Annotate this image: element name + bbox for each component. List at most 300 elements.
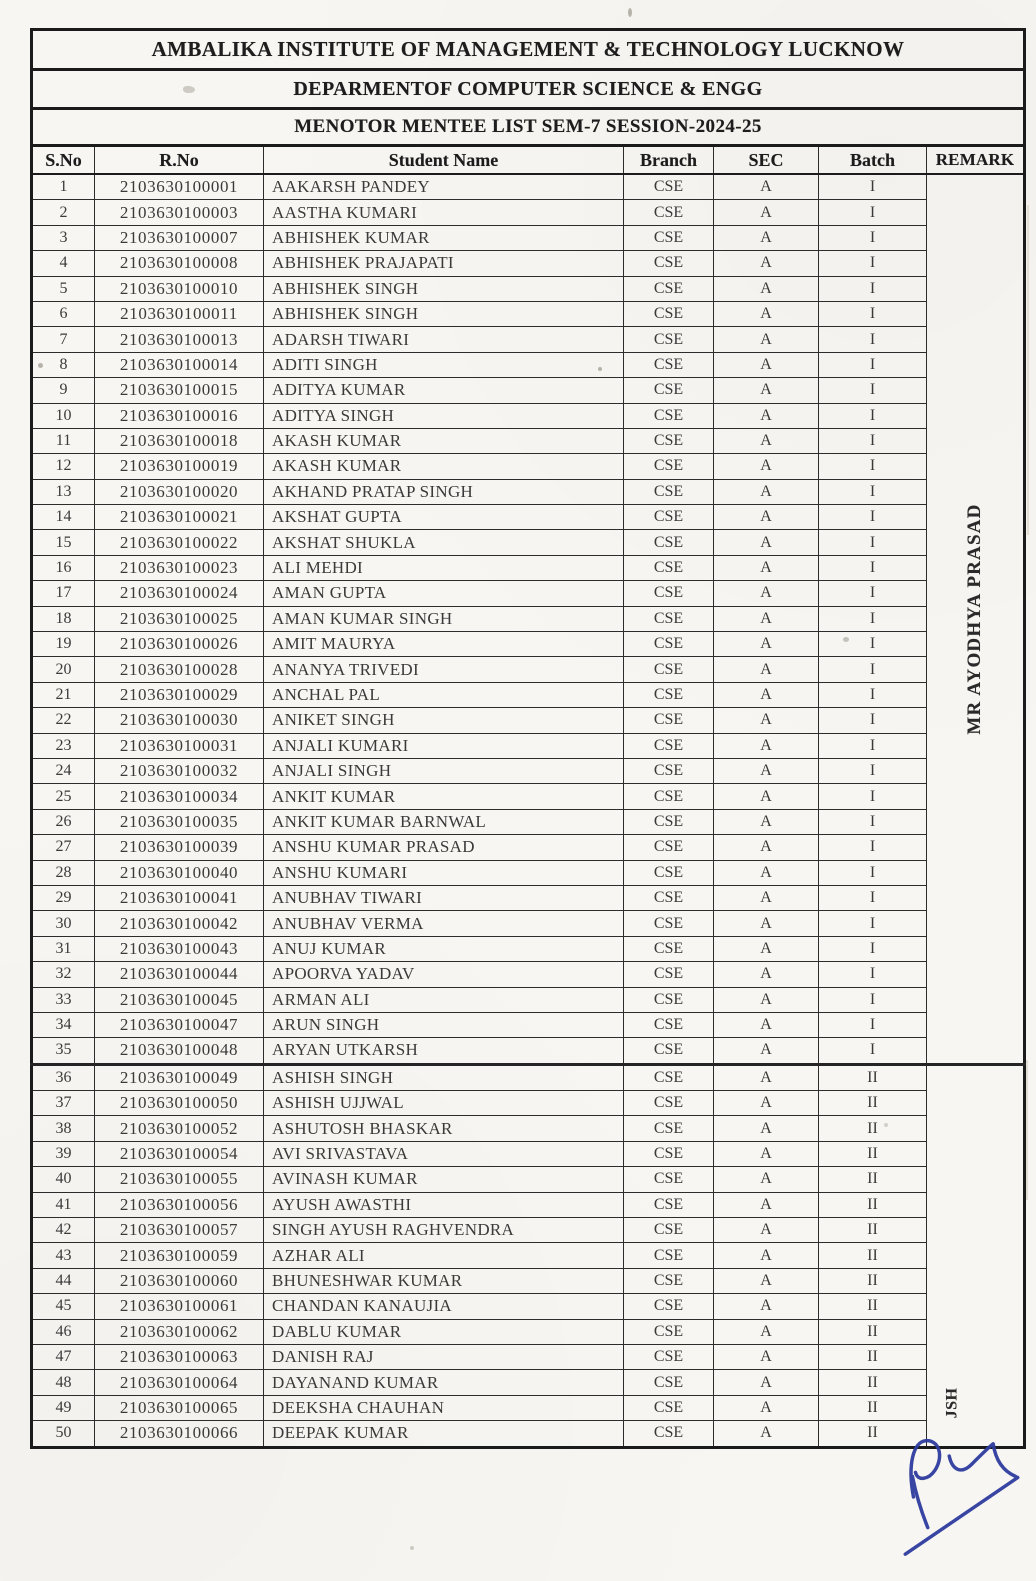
cell-batch: I <box>819 1012 927 1037</box>
cell-branch: CSE <box>624 758 714 783</box>
cell-branch: CSE <box>624 1012 714 1037</box>
cell-sec: A <box>714 962 819 987</box>
table-row <box>32 403 1025 428</box>
cell-rno: 2103630100061 <box>95 1294 264 1319</box>
cell-sno: 15 <box>32 530 95 555</box>
cell-rno: 2103630100056 <box>95 1192 264 1217</box>
cell-sec: A <box>714 835 819 860</box>
cell-student-name: ANKIT KUMAR BARNWAL <box>264 809 624 834</box>
cell-batch: I <box>819 327 927 352</box>
cell-sno: 28 <box>32 860 95 885</box>
cell-branch: CSE <box>624 708 714 733</box>
col-header-name: Student Name <box>264 146 624 175</box>
cell-student-name: ADITI SINGH <box>264 352 624 377</box>
cell-student-name: AMIT MAURYA <box>264 632 624 657</box>
cell-batch: II <box>819 1218 927 1243</box>
scan-artifact <box>410 1546 414 1550</box>
cell-sec: A <box>714 301 819 326</box>
cell-student-name: ANIKET SINGH <box>264 708 624 733</box>
cell-batch: I <box>819 733 927 758</box>
cell-sno: 26 <box>32 809 95 834</box>
table-row <box>32 174 1025 200</box>
cell-sno: 1 <box>32 174 95 200</box>
cell-branch: CSE <box>624 555 714 580</box>
cell-student-name: AMAN GUPTA <box>264 581 624 606</box>
cell-branch: CSE <box>624 403 714 428</box>
cell-batch: II <box>819 1141 927 1166</box>
cell-rno: 2103630100026 <box>95 632 264 657</box>
table-row <box>32 428 1025 453</box>
cell-rno: 2103630100064 <box>95 1370 264 1395</box>
cell-rno: 2103630100042 <box>95 911 264 936</box>
cell-student-name: ANJALI KUMARI <box>264 733 624 758</box>
col-header-batch: Batch <box>819 146 927 175</box>
cell-sno: 13 <box>32 479 95 504</box>
cell-student-name: BHUNESHWAR KUMAR <box>264 1268 624 1293</box>
cell-sec: A <box>714 758 819 783</box>
cell-rno: 2103630100001 <box>95 174 264 200</box>
cell-sec: A <box>714 1167 819 1192</box>
cell-batch: II <box>819 1395 927 1420</box>
cell-batch: I <box>819 987 927 1012</box>
cell-sno: 43 <box>32 1243 95 1268</box>
cell-branch: CSE <box>624 936 714 961</box>
scan-artifact <box>183 86 195 93</box>
cell-rno: 2103630100065 <box>95 1395 264 1420</box>
cell-rno: 2103630100059 <box>95 1243 264 1268</box>
cell-sno: 17 <box>32 581 95 606</box>
cell-branch: CSE <box>624 1294 714 1319</box>
cell-sno: 44 <box>32 1268 95 1293</box>
cell-rno: 2103630100034 <box>95 784 264 809</box>
cell-branch: CSE <box>624 251 714 276</box>
cell-batch: I <box>819 352 927 377</box>
table-row <box>32 1421 1025 1447</box>
table-row <box>32 225 1025 250</box>
cell-sno: 49 <box>32 1395 95 1420</box>
cell-branch: CSE <box>624 657 714 682</box>
cell-sno: 29 <box>32 885 95 910</box>
cell-student-name: DABLU KUMAR <box>264 1319 624 1344</box>
cell-rno: 2103630100025 <box>95 606 264 631</box>
cell-student-name: ANCHAL PAL <box>264 682 624 707</box>
cell-sec: A <box>714 936 819 961</box>
cell-batch: II <box>819 1167 927 1192</box>
department-title: DEPARMENTOF COMPUTER SCIENCE & ENGG <box>32 70 1025 109</box>
cell-branch: CSE <box>624 911 714 936</box>
cell-student-name: ADARSH TIWARI <box>264 327 624 352</box>
table-row <box>32 860 1025 885</box>
table-row <box>32 682 1025 707</box>
cell-sno: 5 <box>32 276 95 301</box>
cell-branch: CSE <box>624 733 714 758</box>
cell-rno: 2103630100019 <box>95 454 264 479</box>
cell-branch: CSE <box>624 1192 714 1217</box>
table-row <box>32 1012 1025 1037</box>
cell-sno: 3 <box>32 225 95 250</box>
cell-sec: A <box>714 987 819 1012</box>
cell-batch: I <box>819 378 927 403</box>
cell-student-name: ANJALI SINGH <box>264 758 624 783</box>
cell-sec: A <box>714 530 819 555</box>
cell-rno: 2103630100040 <box>95 860 264 885</box>
cell-student-name: SINGH AYUSH RAGHVENDRA <box>264 1218 624 1243</box>
scan-artifact <box>884 1123 888 1127</box>
table-row <box>32 200 1025 225</box>
table-row <box>32 454 1025 479</box>
cell-sec: A <box>714 911 819 936</box>
cell-batch: I <box>819 962 927 987</box>
cell-batch: II <box>819 1370 927 1395</box>
cell-sno: 41 <box>32 1192 95 1217</box>
table-row <box>32 657 1025 682</box>
cell-rno: 2103630100035 <box>95 809 264 834</box>
cell-student-name: AZHAR ALI <box>264 1243 624 1268</box>
cell-sno: 19 <box>32 632 95 657</box>
cell-sec: A <box>714 1064 819 1090</box>
cell-batch: I <box>819 581 927 606</box>
cell-batch: II <box>819 1243 927 1268</box>
cell-sno: 8 <box>32 352 95 377</box>
table-row <box>32 758 1025 783</box>
cell-rno: 2103630100014 <box>95 352 264 377</box>
cell-batch: I <box>819 530 927 555</box>
cell-branch: CSE <box>624 1218 714 1243</box>
cell-sec: A <box>714 606 819 631</box>
table-row <box>32 987 1025 1012</box>
cell-rno: 2103630100015 <box>95 378 264 403</box>
cell-batch: I <box>819 860 927 885</box>
cell-sec: A <box>714 225 819 250</box>
cell-batch: I <box>819 428 927 453</box>
cell-batch: I <box>819 632 927 657</box>
table-row <box>32 1141 1025 1166</box>
table-row <box>32 1091 1025 1116</box>
cell-branch: CSE <box>624 1243 714 1268</box>
cell-student-name: ADITYA KUMAR <box>264 378 624 403</box>
cell-sno: 7 <box>32 327 95 352</box>
cell-batch: I <box>819 758 927 783</box>
cell-branch: CSE <box>624 1421 714 1447</box>
cell-sno: 46 <box>32 1319 95 1344</box>
cell-student-name: ASHUTOSH BHASKAR <box>264 1116 624 1141</box>
cell-rno: 2103630100022 <box>95 530 264 555</box>
cell-sec: A <box>714 632 819 657</box>
cell-rno: 2103630100016 <box>95 403 264 428</box>
cell-batch: I <box>819 225 927 250</box>
cell-rno: 2103630100029 <box>95 682 264 707</box>
cell-branch: CSE <box>624 784 714 809</box>
cell-rno: 2103630100018 <box>95 428 264 453</box>
cell-sno: 12 <box>32 454 95 479</box>
cell-student-name: ASHISH SINGH <box>264 1064 624 1090</box>
cell-rno: 2103630100039 <box>95 835 264 860</box>
table-row <box>32 1192 1025 1217</box>
cell-sec: A <box>714 1294 819 1319</box>
table-row <box>32 632 1025 657</box>
cell-sno: 47 <box>32 1344 95 1369</box>
cell-branch: CSE <box>624 1167 714 1192</box>
cell-branch: CSE <box>624 454 714 479</box>
cell-branch: CSE <box>624 1091 714 1116</box>
cell-student-name: ANSHU KUMAR PRASAD <box>264 835 624 860</box>
cell-rno: 2103630100055 <box>95 1167 264 1192</box>
cell-rno: 2103630100057 <box>95 1218 264 1243</box>
cell-batch: I <box>819 555 927 580</box>
cell-student-name: APOORVA YADAV <box>264 962 624 987</box>
table-row <box>32 378 1025 403</box>
col-header-branch: Branch <box>624 146 714 175</box>
col-header-rno: R.No <box>95 146 264 175</box>
scan-artifact <box>628 8 632 17</box>
table-row <box>32 1064 1025 1090</box>
cell-sno: 32 <box>32 962 95 987</box>
table-row <box>32 835 1025 860</box>
cell-batch: I <box>819 936 927 961</box>
cell-branch: CSE <box>624 352 714 377</box>
table-row <box>32 962 1025 987</box>
cell-sec: A <box>714 428 819 453</box>
cell-batch: II <box>819 1268 927 1293</box>
cell-student-name: AVINASH KUMAR <box>264 1167 624 1192</box>
table-row <box>32 1344 1025 1369</box>
cell-branch: CSE <box>624 1344 714 1369</box>
table-row <box>32 809 1025 834</box>
cell-student-name: AAKARSH PANDEY <box>264 174 624 200</box>
cell-branch: CSE <box>624 530 714 555</box>
cell-branch: CSE <box>624 225 714 250</box>
cell-rno: 2103630100062 <box>95 1319 264 1344</box>
cell-sec: A <box>714 1218 819 1243</box>
cell-branch: CSE <box>624 962 714 987</box>
cell-sec: A <box>714 784 819 809</box>
cell-student-name: ABHISHEK SINGH <box>264 276 624 301</box>
cell-sec: A <box>714 809 819 834</box>
cell-sno: 23 <box>32 733 95 758</box>
cell-branch: CSE <box>624 1268 714 1293</box>
cell-branch: CSE <box>624 860 714 885</box>
col-header-sec: SEC <box>714 146 819 175</box>
cell-student-name: AKHAND PRATAP SINGH <box>264 479 624 504</box>
cell-rno: 2103630100044 <box>95 962 264 987</box>
cell-rno: 2103630100028 <box>95 657 264 682</box>
table-row <box>32 1319 1025 1344</box>
cell-student-name: ABHISHEK SINGH <box>264 301 624 326</box>
cell-student-name: ARMAN ALI <box>264 987 624 1012</box>
cell-batch: I <box>819 403 927 428</box>
table-row <box>32 301 1025 326</box>
cell-sno: 10 <box>32 403 95 428</box>
cell-rno: 2103630100007 <box>95 225 264 250</box>
cell-rno: 2103630100021 <box>95 505 264 530</box>
cell-batch: II <box>819 1344 927 1369</box>
cell-student-name: ALI MEHDI <box>264 555 624 580</box>
cell-rno: 2103630100041 <box>95 885 264 910</box>
cell-sec: A <box>714 657 819 682</box>
cell-sec: A <box>714 1141 819 1166</box>
cell-batch: I <box>819 251 927 276</box>
cell-rno: 2103630100052 <box>95 1116 264 1141</box>
cell-branch: CSE <box>624 200 714 225</box>
cell-rno: 2103630100010 <box>95 276 264 301</box>
cell-branch: CSE <box>624 428 714 453</box>
cell-rno: 2103630100060 <box>95 1268 264 1293</box>
cell-sec: A <box>714 1421 819 1447</box>
cell-batch: I <box>819 657 927 682</box>
signature-ink <box>893 1433 1031 1567</box>
cell-branch: CSE <box>624 1116 714 1141</box>
cell-sec: A <box>714 352 819 377</box>
cell-batch: I <box>819 885 927 910</box>
cell-sno: 38 <box>32 1116 95 1141</box>
table-row <box>32 327 1025 352</box>
cell-rno: 2103630100003 <box>95 200 264 225</box>
cell-batch: II <box>819 1294 927 1319</box>
table-row <box>32 505 1025 530</box>
cell-student-name: ADITYA SINGH <box>264 403 624 428</box>
cell-sec: A <box>714 1091 819 1116</box>
table-row <box>32 555 1025 580</box>
cell-sec: A <box>714 1268 819 1293</box>
cell-rno: 2103630100030 <box>95 708 264 733</box>
cell-branch: CSE <box>624 885 714 910</box>
cell-branch: CSE <box>624 987 714 1012</box>
table-row <box>32 1294 1025 1319</box>
cell-branch: CSE <box>624 1141 714 1166</box>
cell-student-name: ABHISHEK KUMAR <box>264 225 624 250</box>
cell-student-name: ASHISH UJJWAL <box>264 1091 624 1116</box>
cell-batch: I <box>819 505 927 530</box>
cell-rno: 2103630100054 <box>95 1141 264 1166</box>
table-row <box>32 606 1025 631</box>
cell-branch: CSE <box>624 505 714 530</box>
cell-rno: 2103630100024 <box>95 581 264 606</box>
table-row <box>32 1370 1025 1395</box>
cell-rno: 2103630100032 <box>95 758 264 783</box>
cell-sno: 14 <box>32 505 95 530</box>
cell-sno: 39 <box>32 1141 95 1166</box>
cell-sec: A <box>714 378 819 403</box>
cell-batch: I <box>819 606 927 631</box>
cell-sec: A <box>714 454 819 479</box>
cell-sno: 45 <box>32 1294 95 1319</box>
table-row <box>32 251 1025 276</box>
remark-cell <box>927 174 1025 1064</box>
cell-sec: A <box>714 403 819 428</box>
cell-sec: A <box>714 1038 819 1064</box>
mentor-mentee-table <box>30 28 1026 1449</box>
cell-student-name: ANUJ KUMAR <box>264 936 624 961</box>
table-row <box>32 784 1025 809</box>
cell-rno: 2103630100048 <box>95 1038 264 1064</box>
table-row <box>32 530 1025 555</box>
cell-sec: A <box>714 708 819 733</box>
cell-sno: 33 <box>32 987 95 1012</box>
cell-sno: 27 <box>32 835 95 860</box>
cell-rno: 2103630100066 <box>95 1421 264 1447</box>
cell-batch: II <box>819 1091 927 1116</box>
cell-sno: 30 <box>32 911 95 936</box>
cell-sno: 36 <box>32 1064 95 1090</box>
cell-sno: 24 <box>32 758 95 783</box>
cell-sno: 20 <box>32 657 95 682</box>
cell-sno: 18 <box>32 606 95 631</box>
cell-branch: CSE <box>624 1064 714 1090</box>
cell-sno: 48 <box>32 1370 95 1395</box>
cell-sno: 35 <box>32 1038 95 1064</box>
cell-student-name: AASTHA KUMARI <box>264 200 624 225</box>
scan-streak <box>1026 1060 1028 1200</box>
cell-batch: I <box>819 911 927 936</box>
student-table-body <box>32 174 1025 1447</box>
cell-batch: I <box>819 479 927 504</box>
cell-branch: CSE <box>624 809 714 834</box>
table-row <box>32 733 1025 758</box>
cell-batch: I <box>819 1038 927 1064</box>
cell-sec: A <box>714 1192 819 1217</box>
cell-batch: II <box>819 1192 927 1217</box>
cell-branch: CSE <box>624 1038 714 1064</box>
col-header-sno: S.No <box>32 146 95 175</box>
cell-student-name: AVI SRIVASTAVA <box>264 1141 624 1166</box>
cell-batch: II <box>819 1064 927 1090</box>
cell-rno: 2103630100020 <box>95 479 264 504</box>
table-row <box>32 1116 1025 1141</box>
cell-batch: II <box>819 1116 927 1141</box>
cell-branch: CSE <box>624 632 714 657</box>
cell-batch: I <box>819 454 927 479</box>
cell-sec: A <box>714 1243 819 1268</box>
cell-student-name: DAYANAND KUMAR <box>264 1370 624 1395</box>
cell-batch: I <box>819 809 927 834</box>
cell-student-name: AKSHAT SHUKLA <box>264 530 624 555</box>
cell-branch: CSE <box>624 327 714 352</box>
table-row <box>32 708 1025 733</box>
cell-student-name: AKASH KUMAR <box>264 428 624 453</box>
table-row <box>32 1243 1025 1268</box>
cell-sec: A <box>714 885 819 910</box>
cell-student-name: CHANDAN KANAUJIA <box>264 1294 624 1319</box>
cell-sno: 9 <box>32 378 95 403</box>
cell-sno: 6 <box>32 301 95 326</box>
table-row <box>32 352 1025 377</box>
cell-batch: I <box>819 174 927 200</box>
cell-student-name: ANUBHAV TIWARI <box>264 885 624 910</box>
cell-batch: I <box>819 784 927 809</box>
cell-batch: I <box>819 301 927 326</box>
table-row <box>32 936 1025 961</box>
table-row <box>32 276 1025 301</box>
cell-student-name: AKASH KUMAR <box>264 454 624 479</box>
cell-rno: 2103630100013 <box>95 327 264 352</box>
institute-title: AMBALIKA INSTITUTE OF MANAGEMENT & TECHNOLOGY LUCKNOW <box>32 30 1025 70</box>
cell-rno: 2103630100043 <box>95 936 264 961</box>
table-row <box>32 885 1025 910</box>
cell-sno: 11 <box>32 428 95 453</box>
cell-sec: A <box>714 733 819 758</box>
cell-sec: A <box>714 1012 819 1037</box>
cell-branch: CSE <box>624 835 714 860</box>
cell-branch: CSE <box>624 378 714 403</box>
cell-branch: CSE <box>624 606 714 631</box>
cell-batch: I <box>819 682 927 707</box>
table-row <box>32 1167 1025 1192</box>
cell-sec: A <box>714 860 819 885</box>
cell-sec: A <box>714 1395 819 1420</box>
cell-student-name: AKSHAT GUPTA <box>264 505 624 530</box>
cell-branch: CSE <box>624 301 714 326</box>
cell-sno: 22 <box>32 708 95 733</box>
